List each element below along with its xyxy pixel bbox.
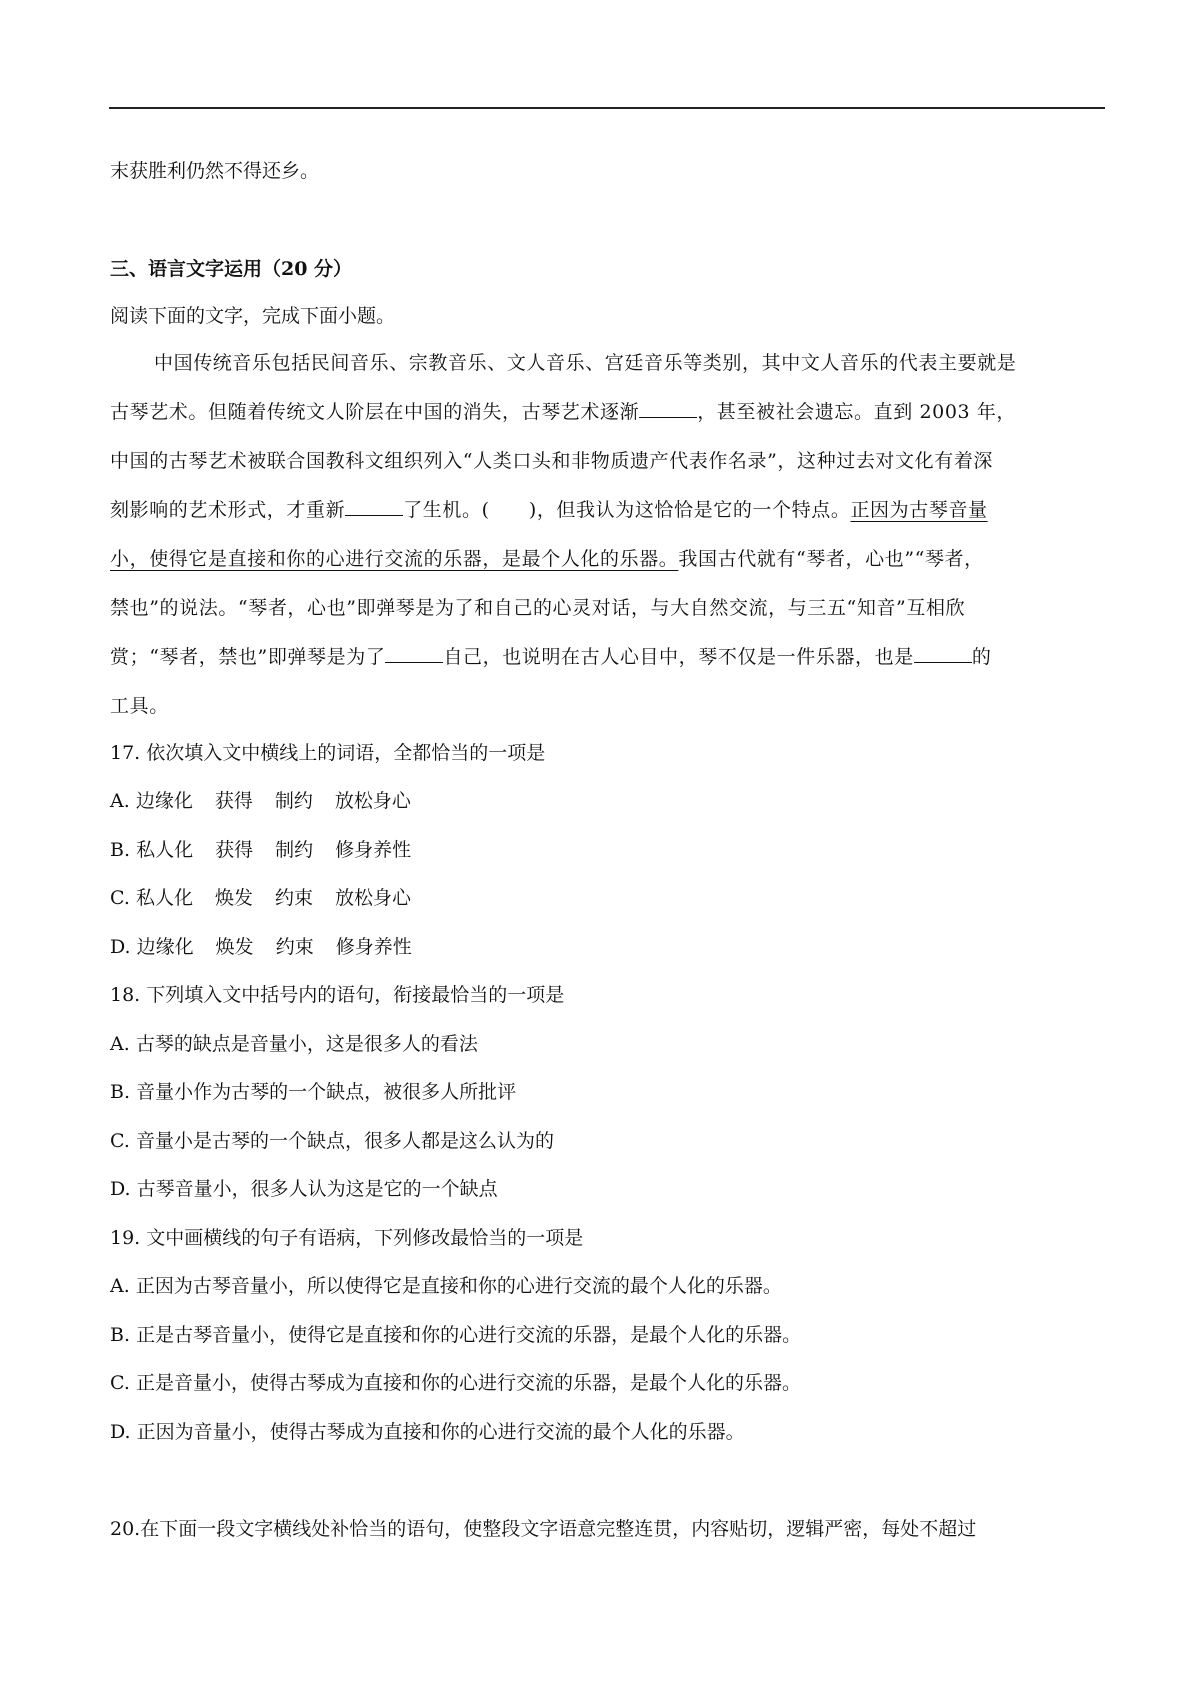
- fill-blank: [345, 497, 403, 516]
- question-17-stem: 17. 依次填入文中横线上的词语，全都恰当的一项是: [110, 742, 546, 764]
- underlined-sentence: 小，使得它是直接和你的心进行交流的乐器，是最个人化的乐器。: [110, 548, 679, 570]
- question-17-option-c[interactable]: C. 私人化 焕发 约束 放松身心: [110, 887, 412, 909]
- question-18-option-c[interactable]: C. 音量小是古琴的一个缺点，很多人都是这么认为的: [110, 1130, 554, 1152]
- fill-blank: [639, 399, 697, 418]
- question-18-option-b[interactable]: B. 音量小作为古琴的一个缺点，被很多人所批评: [110, 1081, 517, 1103]
- section-title: 三、语言文字运用（20 分）: [110, 258, 353, 280]
- question-17-option-b[interactable]: B. 私人化 获得 制约 修身养性: [110, 839, 412, 861]
- passage-line: 禁也”的说法。“琴者，心也”即弹琴是为了和自己的心灵对话，与大自然交流，与三五“知音”互相欣: [110, 597, 966, 619]
- question-19-option-b[interactable]: B. 正是古琴音量小，使得它是直接和你的心进行交流的乐器，是最个人化的乐器。: [110, 1324, 802, 1346]
- passage-line: 工具。: [110, 695, 169, 717]
- question-19-option-a[interactable]: A. 正因为古琴音量小，所以使得它是直接和你的心进行交流的最个人化的乐器。: [110, 1275, 782, 1297]
- fill-blank: [385, 644, 443, 663]
- passage-line: 小，使得它是直接和你的心进行交流的乐器，是最个人化的乐器。我国古代就有“琴者，心也”“琴者，: [110, 548, 984, 570]
- question-19-option-d[interactable]: D. 正因为音量小，使得古琴成为直接和你的心进行交流的最个人化的乐器。: [110, 1421, 745, 1443]
- question-18-option-d[interactable]: D. 古琴音量小，很多人认为这是它的一个缺点: [110, 1178, 498, 1200]
- question-18-stem: 18. 下列填入文中括号内的语句，衔接最恰当的一项是: [110, 984, 565, 1006]
- passage-line: 刻影响的艺术形式，才重新 了生机。( )，但我认为这恰恰是它的一个特点。正因为古琴音量: [110, 499, 988, 521]
- question-19-option-c[interactable]: C. 正是音量小，使得古琴成为直接和你的心进行交流的乐器，是最个人化的乐器。: [110, 1372, 801, 1394]
- underlined-sentence: 正因为古琴音量: [850, 499, 988, 521]
- passage-line: 中国的古琴艺术被联合国教科文组织列入“人类口头和非物质遗产代表作名录”，这种过去对文化有着深: [110, 450, 994, 472]
- question-19-stem: 19. 文中画横线的句子有语病，下列修改最恰当的一项是: [110, 1227, 584, 1249]
- question-17-option-d[interactable]: D. 边缘化 焕发 约束 修身养性: [110, 936, 412, 958]
- passage-line: 古琴艺术。但随着传统文人阶层在中国的消失，古琴艺术逐渐 ，甚至被社会遗忘。直到 2003 年，: [110, 401, 1017, 423]
- passage-line: 中国传统音乐包括民间音乐、宗教音乐、文人音乐、宫廷音乐等类别，其中文人音乐的代表主要就是: [154, 352, 1017, 374]
- fill-blank: [914, 644, 972, 663]
- question-17-option-a[interactable]: A. 边缘化 获得 制约 放松身心: [110, 790, 411, 812]
- question-18-option-a[interactable]: A. 古琴的缺点是音量小，这是很多人的看法: [110, 1033, 478, 1055]
- passage-line: 赏；“琴者，禁也”即弹琴是为了 自己，也说明在古人心目中，琴不仅是一件乐器，也是 的: [110, 646, 992, 668]
- section-instruction: 阅读下面的文字，完成下面小题。: [110, 305, 396, 327]
- continuation-text: 末获胜利仍然不得还乡。: [110, 160, 320, 182]
- header-rule: [109, 107, 1105, 109]
- question-20-stem: 20.在下面一段文字横线处补恰当的语句，使整段文字语意完整连贯，内容贴切，逻辑严密，每处不超过: [110, 1518, 977, 1540]
